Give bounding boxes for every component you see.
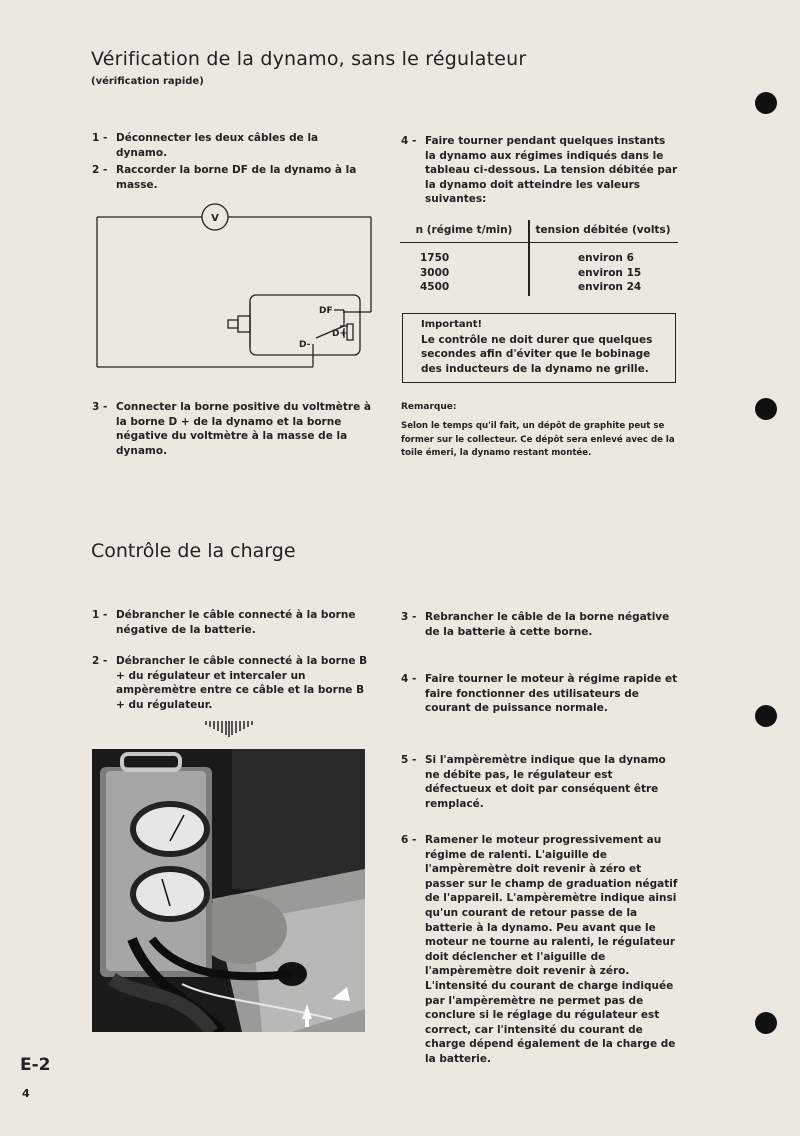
charge-step-3: 3 - Rebrancher le câble de la borne négative de la batterie à cette borne. bbox=[401, 611, 670, 638]
voltage-table bbox=[400, 220, 678, 295]
dplus-terminal-label: D+ bbox=[332, 329, 348, 339]
charge-step-5: 5 - Si l'ampèremètre indique que la dynamo ne débite pas, le régulateur est défectueux et doit par conséquent être remplacé. bbox=[401, 754, 666, 810]
table-cell-rpm: 1750 bbox=[420, 252, 450, 264]
binder-hole bbox=[755, 1012, 777, 1034]
step-4: 4 - Faire tourner pendant quelques instants la dynamo aux régimes indiqués dans le tableau ci-dessous. La tension débitée par la dynamo doit atteindre les valeurs suivantes: bbox=[401, 135, 678, 206]
binder-hole bbox=[755, 398, 777, 420]
section-code: E-2 bbox=[20, 1055, 51, 1075]
table-header bbox=[400, 220, 678, 243]
section-title-charge: Contrôle de la charge bbox=[91, 540, 296, 562]
table-cell-rpm: 3000 bbox=[420, 266, 450, 279]
important-text: Le contrôle ne doit durer que quelques secondes afin d'éviter que le bobinage des inducteurs de la dynamo ne grille. bbox=[421, 333, 653, 375]
charge-step-6: 6 - Ramener le moteur progressivement au régime de ralenti. L'aiguille de l'ampèremètre doit revenir à zéro et passer sur le champ de graduation négatif de l'appareil. L'ampèremètre indique ainsi qu'un courant de retour passe de la batterie à la dynamo. Peu avant que le moteur ne tourne au ralenti, le régulateur doit déclencher et l'aiguille de l'ampèremètre doit revenir à zéro. L'intensité du courant de charge indiquée par l'ampèremètre ne permet pas de conclure si le réglage du régulateur est correct, car l'intensité du courant de charge dépend également de la charge de la batterie. bbox=[401, 834, 678, 1065]
df-terminal-label: DF bbox=[319, 306, 333, 316]
page-number: 4 bbox=[22, 1087, 30, 1100]
step-1: 1 - Déconnecter les deux câbles de la dynamo. bbox=[92, 132, 319, 159]
binder-hole bbox=[755, 92, 777, 114]
down-arrow-icon bbox=[204, 720, 254, 740]
charge-step-4: 4 - Faire tourner le moteur à régime rapide et faire fonctionner des utilisateurs de courant de puissance normale. bbox=[401, 673, 678, 715]
important-box bbox=[402, 313, 676, 383]
remark-title: Remarque: bbox=[401, 402, 457, 412]
dminus-terminal-label: D- bbox=[299, 340, 311, 350]
table-cell-voltage: environ 15 bbox=[578, 266, 642, 279]
voltmeter-label: V bbox=[211, 213, 219, 224]
step-3: 3 - Connecter la borne positive du voltmètre à la borne D + de la dynamo et la borne négative du voltmètre à la masse de la dynamo. bbox=[92, 401, 371, 457]
table-divider bbox=[528, 220, 530, 296]
page-subtitle: (vérification rapide) bbox=[91, 76, 204, 87]
remark-text: Selon le temps qu'il fait, un dépôt de graphite peut se former sur le collecteur. Ce dépôt sera enlevé avec de la toile émeri, la dynamo restant montée. bbox=[401, 421, 675, 459]
table-cell-voltage: environ 6 bbox=[578, 252, 634, 264]
table-cell-voltage: environ 24 bbox=[578, 281, 642, 293]
charge-step-2: 2 - Débrancher le câble connecté à la borne B + du régulateur et intercaler un ampèremètre entre ce câble et la borne B + du régulateur. bbox=[92, 655, 368, 711]
wiring-diagram bbox=[92, 198, 382, 378]
step-2: 2 - Raccorder la borne DF de la dynamo à la masse. bbox=[92, 164, 357, 191]
table-cell-rpm: 4500 bbox=[420, 281, 450, 293]
important-title: Important! bbox=[421, 319, 483, 330]
voltmeter bbox=[202, 204, 228, 230]
ammeter-photo bbox=[92, 749, 365, 1032]
header-rpm: n (régime t/min) bbox=[415, 224, 513, 236]
binder-hole bbox=[755, 705, 777, 727]
header-voltage: tension débitée (volts) bbox=[535, 224, 671, 236]
charge-step-1: 1 - Débrancher le câble connecté à la borne négative de la batterie. bbox=[92, 609, 356, 636]
page-title: Vérification de la dynamo, sans le régulateur bbox=[91, 48, 527, 70]
